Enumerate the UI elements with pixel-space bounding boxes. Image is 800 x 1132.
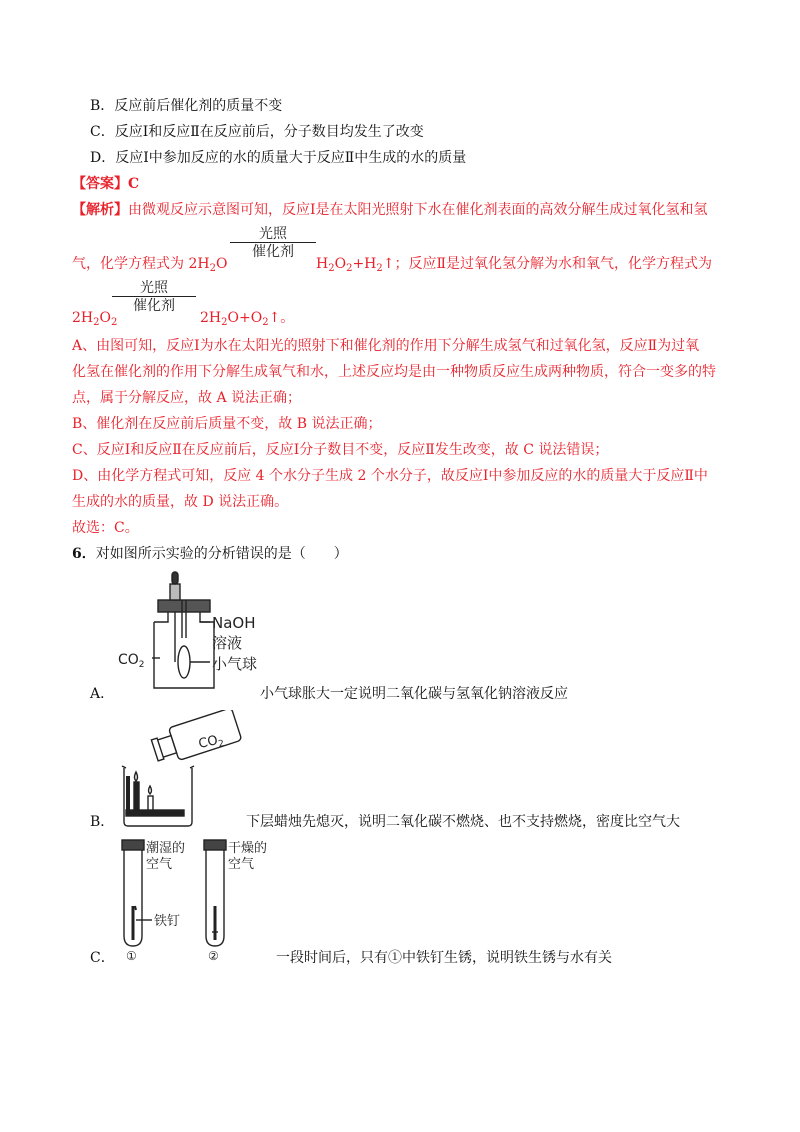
label-nail: 铁钉 [154, 914, 181, 929]
eq1-left: 气，化学方程式为 2H [72, 256, 210, 272]
analysis-line-2b [316, 254, 712, 279]
sub: 2 [376, 263, 383, 274]
eq2-end: ↑。 [268, 310, 295, 326]
analysis-d-2: 生成的水的质量，故 D 说法正确。 [72, 494, 289, 510]
analysis-line-3b [200, 308, 294, 333]
condition-catalyst: 催化剂 [252, 244, 294, 260]
eq1-left-o: O [215, 256, 228, 272]
label-wet: 潮湿的 [146, 841, 186, 856]
option-c-label: C． [90, 950, 115, 966]
option-b-label: B． [90, 814, 115, 830]
label-solution: 溶液 [212, 634, 243, 652]
analysis-tag: 【解析】 [72, 202, 128, 218]
figure-a-labels [112, 566, 272, 694]
analysis-a-3: 点，属于分解反应，故 A 说法正确； [72, 390, 302, 406]
analysis-d-1: D、由化学方程式可知，反应 4 个水分子生成 2 个水分子，故反应Ⅰ中参加反应的水的质量大于反应Ⅱ中 [72, 468, 708, 484]
analysis-line-2a [72, 254, 227, 279]
question-6-stem [72, 544, 348, 564]
answer-value: C [128, 176, 140, 192]
analysis-a-2: 化氢在催化剂的作用下分解生成氧气和水，上述反应均是由一种物质反应生成两种物质，符合一变多的特 [72, 364, 716, 380]
analysis-a-1: A、由图可知，反应Ⅰ为水在太阳光的照射下和催化剂的作用下分解生成氢气和过氧化氢，反应Ⅱ为过氧 [72, 338, 700, 354]
option-a-text: 小气球胀大一定说明二氧化碳与氢氧化钠溶液反应 [260, 686, 568, 702]
analysis-text-1: 由微观反应示意图可知，反应Ⅰ是在太阳光照射下水在催化剂表面的高效分解生成过氧化氢和氢 [128, 202, 708, 218]
figure-c-labels [112, 836, 280, 964]
eq1-rest: ↑；反应Ⅱ是过氧化氢分解为水和氧气，化学方程式为 [382, 256, 713, 272]
label-dry-air: 空气 [228, 857, 255, 872]
question-text: 对如图所示实验的分析错误的是（ ） [95, 546, 348, 562]
eq2-right-o: O+O [227, 310, 263, 326]
sub: 2 [346, 263, 353, 274]
eq2-left: 2H [72, 310, 94, 326]
eq2-left-o: O [99, 310, 111, 326]
option-d: D．反应Ⅰ中参加反应的水的质量大于反应Ⅱ中生成的水的质量 [90, 150, 467, 166]
eq1-o: O [334, 256, 347, 272]
question-number: 6． [72, 546, 96, 562]
answer-line [72, 174, 139, 194]
analysis-line-1 [72, 200, 708, 220]
equation-condition-1 [230, 226, 316, 261]
condition-light: 光照 [140, 280, 168, 296]
sub: 2 [262, 317, 269, 328]
figure-b-labels [112, 710, 258, 830]
equation-condition-2 [112, 280, 196, 315]
sub: 2 [328, 263, 335, 274]
sub: 2 [209, 263, 216, 274]
analysis-b: B、催化剂在反应前后质量不变，故 B 说法正确； [72, 416, 382, 432]
label-naoh: NaOH [212, 614, 256, 632]
option-a-label: A． [90, 686, 115, 702]
analysis-choice: 故选：C。 [72, 520, 139, 536]
label-wet-air: 空气 [146, 857, 173, 872]
condition-catalyst: 催化剂 [133, 298, 175, 314]
analysis-line-3a [72, 308, 117, 333]
answer-tag: 【答案】 [72, 176, 128, 192]
option-b-text: 下层蜡烛先熄灭，说明二氧化碳不燃烧、也不支持燃烧，密度比空气大 [246, 814, 680, 830]
label-tube-1: ① [126, 949, 137, 963]
label-co2: $CO_2$ [118, 652, 145, 670]
sub: 2 [110, 317, 118, 328]
eq1-h: H [316, 256, 329, 272]
condition-light: 光照 [259, 226, 287, 242]
option-c-text: 一段时间后，只有①中铁钉生锈，说明铁生锈与水有关 [276, 950, 612, 966]
label-tube-2: ② [208, 949, 219, 963]
eq1-h2: +H [352, 256, 377, 272]
label-dry: 干燥的 [228, 841, 268, 856]
label-co2-bottle: $CO_2$ [197, 733, 226, 752]
sub: 2 [93, 317, 100, 328]
option-b: B．反应前后催化剂的质量不变 [90, 98, 283, 114]
option-c: C．反应Ⅰ和反应Ⅱ在反应前后，分子数目均发生了改变 [90, 124, 424, 140]
label-balloon: 小气球 [212, 655, 258, 673]
analysis-c: C、反应Ⅰ和反应Ⅱ在反应前后，反应Ⅰ分子数目不变，反应Ⅱ发生改变，故 C 说法错误； [72, 442, 609, 458]
sub: 2 [221, 317, 228, 328]
eq2-right: 2H [200, 310, 222, 326]
